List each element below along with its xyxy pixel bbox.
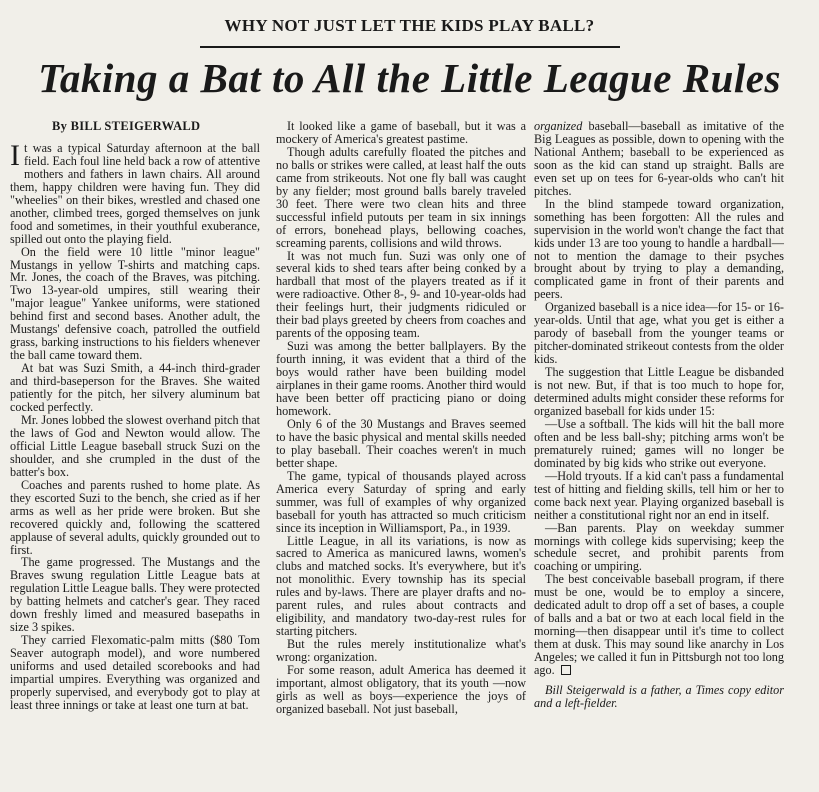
paragraph: The game, typical of thousands played across America every Saturday of spring and early summer, was full of examples of why organized baseball for youth has attracted so much criticism since its inception in Williamsport, Pa., in 1939.: [276, 468, 526, 535]
paragraph: At bat was Suzi Smith, a 44-inch third-grader and third-baseperson for the Braves. She waited patiently for the pitch, her silvery aluminum bat cocked perfectly.: [10, 361, 260, 415]
paragraph: The game progressed. The Mustangs and the Braves swung regulation Little League bats at regulation Little League balls. They were protected by batting helmets and catcher's gear. They raced down freshly limed and measured basepaths in size 3 spikes.: [10, 555, 260, 635]
paragraph: In the blind stampede toward organization, something has been forgotten: All the rules and supervision in the world won't change the fact that kids under 13 are too young to handle a hardball—not to mention the damage to their psyches brought about by trying to play a demanding, complicated game in front of their parents and peers.: [534, 196, 784, 302]
paragraph: It was a typical Saturday afternoon at the ball field. Each foul line held back a row of attentive mothers and fathers in lawn chairs. All around them, happy children were having fun. They did "wheelies" on their bikes, wrestled and chased one another, climbed trees, gorged themselves on junk food and sometimes, in their youthful exuberance, spilled out onto the playing field.: [10, 138, 260, 246]
paragraph: —Use a softball. The kids will hit the ball more often and be less ball-shy; pitching arms won't be prematurely ruined; games will no longer be dominated by big kids who strike out everyone.: [534, 416, 784, 470]
end-mark-icon: [561, 665, 571, 675]
paragraph: —Ban parents. Play on weekday summer mornings with college kids supervising; keep the schedule secret, and prohibit parents from coaching or umpiring.: [534, 520, 784, 574]
main-headline: Taking a Bat to All the Little League Rules: [38, 55, 781, 101]
paragraph: For some reason, adult America has deemed it important, almost obligatory, that its youth —now girls as well as boys—experience the joys of organized baseball. Not just baseball,: [276, 663, 526, 716]
paragraph: But the rules merely institutionalize what's wrong: organization.: [276, 637, 526, 665]
kicker-headline: WHY NOT JUST LET THE KIDS PLAY BALL?: [224, 16, 595, 35]
paragraph: organized baseball—baseball as imitative of the Big Leagues as possible, down to opening with the National Anthem; baseball to be experienced as soon as the kid can stand up straight. Balls are even set up on tees for 6-year-olds who can't hit pitches.: [534, 119, 784, 198]
byline: By BILL STEIGERWALD: [52, 119, 201, 133]
paragraph: On the field were 10 little "minor league" Mustangs in yellow T-shirts and matching caps. Mr. Jones, the coach of the Braves, was pitching. Two 13-year-old umpires, still wearing their "major league" Yankee uniforms, were stationed behind first and second bases. Another adult, the Mustangs' defensive coach, patrolled the outfield grass, barking instructions to his fielders whenever the ball came toward them.: [10, 244, 260, 363]
article-column-2: [276, 120, 526, 716]
author-bio: Bill Steigerwald is a father, a Times copy editor and a left-fielder.: [534, 682, 784, 710]
paragraph: Suzi was among the better ballplayers. By the fourth inning, it was evident that a third of the boys would rather have been building model airplanes in their game rooms. Another third would have been better off practicing piano or doing homework.: [276, 339, 526, 418]
paragraph: It looked like a game of baseball, but it was a mockery of America's greatest pastime.: [276, 119, 526, 146]
paragraph: Organized baseball is a nice idea—for 15- or 16-year-olds. Until that age, what you get is either a parody of baseball from the younger teams or pitcher-dominated strikeout contests from the older kids.: [534, 300, 784, 367]
paragraph: Though adults carefully floated the pitches and no balls or strikes were called, at least half the outs came from strikeouts. Not one fly ball was caught by any fielder; most ground balls barely traveled 30 feet. There were two clean hits and three successful infield putouts per team in six innings of errors, bonehead plays, bellowing coaches, screaming parents, collisions and wild throws.: [276, 144, 526, 250]
paragraph: The suggestion that Little League be disbanded is not new. But, if that is too much to hope for, determined adults might consider these reforms for organized baseball for kids under 15:: [534, 365, 784, 418]
article-column-3: [534, 120, 784, 710]
paragraph: Coaches and parents rushed to home plate. As they escorted Suzi to the bench, she cried as if her arms as well as her pride were broken. But she recovered quickly and, following the scattered applause of several adults, quickly grounded out to first.: [10, 477, 260, 557]
paragraph: The best conceivable baseball program, if there must be one, would be to employ a sincere, dedicated adult to drop off a set of bases, a couple of balls and a bat or two at each local field in the morning—then disappear until it's time to collect them at dusk. This may sound like anarchy in Los Angeles; we called it fun in Pittsburgh not too long ago.: [534, 572, 784, 678]
paragraph: They carried Flexomatic-palm mitts ($80 Tom Seaver autograph model), and wore numbered uniforms and used detailed scorebooks and had impartial umpires. Everything was organized and properly supervised, and everybody got to play at least three innings or take at least one turn at bat.: [10, 633, 260, 712]
emphasis-text: organized: [534, 119, 583, 133]
kicker-rule: [200, 46, 620, 48]
paragraph: Mr. Jones lobbed the slowest overhand pitch that the laws of God and Newton would allow. The official Little League baseball struck Suzi on the shoulder, and she crumpled in the dust of the batter's box.: [10, 412, 260, 479]
paragraph: Little League, in all its variations, is now as sacred to America as manicured lawns, women's clubs and matched socks. It's everywhere, but it's not monolithic. Every township has its special rules and by-laws. There are player drafts and no-parent rules, and rules about contracts and eligibility, and mandatory two-day-rest rules for starting pitchers.: [276, 533, 526, 639]
drop-cap: I: [10, 138, 20, 172]
paragraph: Only 6 of the 30 Mustangs and Braves seemed to have the basic physical and mental skills needed to play baseball. Their coaches weren't in much better shape.: [276, 416, 526, 470]
paragraph: It was not much fun. Suzi was only one of several kids to shed tears after being conked by a hardball that most of the players treated as if it were radioactive. Other 8-, 9- and 10-year-olds had their feelings hurt, their judgments ridiculed or their bad plays greeted by cheers from coaches and parents of the opposing team.: [276, 248, 526, 341]
paragraph: —Hold tryouts. If a kid can't pass a fundamental test of hitting and fielding skills, tell him or her to come back next year. Playing organized baseball is neither a constitutional right nor an end in itself.: [534, 468, 784, 522]
article-column-1: [10, 120, 260, 712]
